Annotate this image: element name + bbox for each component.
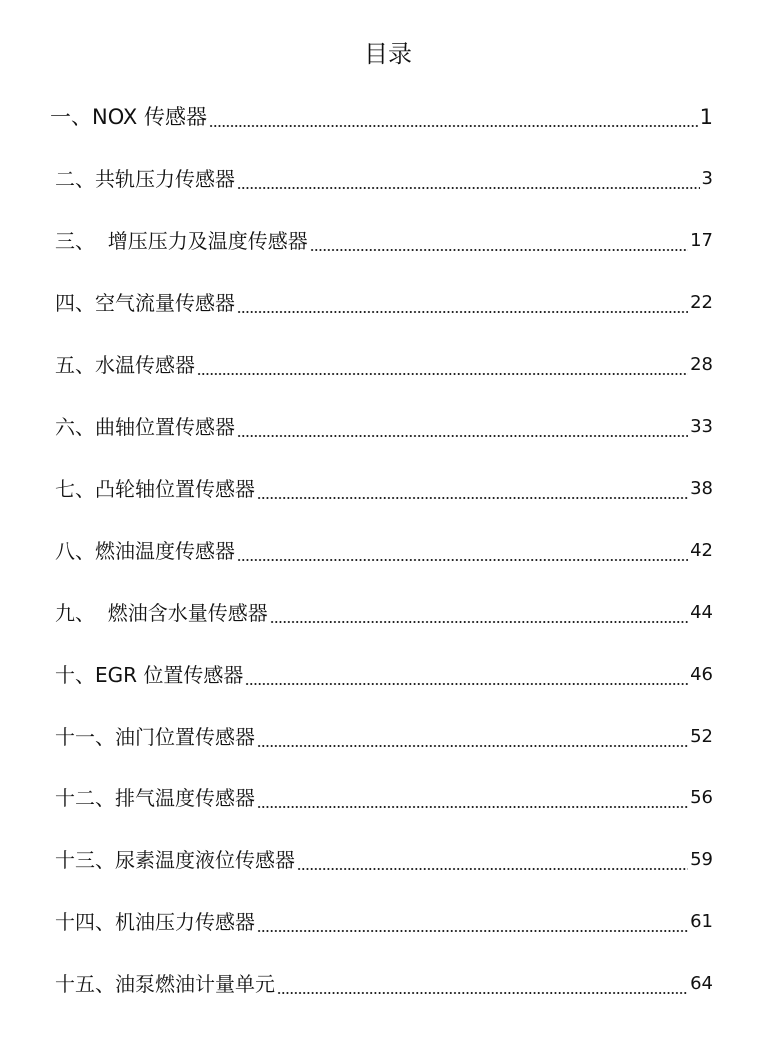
toc-entry-page: 3	[701, 168, 713, 189]
dot-leader	[245, 660, 688, 690]
toc-entry-page: 59	[690, 849, 713, 870]
toc-entry[interactable]	[55, 474, 713, 504]
toc-entry-page: 1	[699, 105, 713, 129]
toc-entry-label: 三、 增压压力及温度传感器	[55, 229, 308, 253]
toc-entry[interactable]	[55, 845, 713, 875]
toc-entry-page: 33	[690, 416, 713, 437]
toc-entry-page: 64	[690, 973, 713, 994]
dot-leader	[310, 226, 688, 256]
dot-leader	[257, 907, 688, 937]
toc-title: 目录	[364, 40, 412, 68]
toc-entry[interactable]	[55, 907, 713, 937]
toc-entry-label: 八、燃油温度传感器	[55, 539, 235, 563]
toc-entry-label: 十一、油门位置传感器	[55, 725, 255, 749]
toc-entry-page: 46	[690, 664, 713, 685]
toc-entry-page: 52	[690, 726, 713, 747]
toc-entry-page: 38	[690, 478, 713, 499]
toc-entry-label: 一、NOX 传感器	[50, 105, 207, 129]
toc-entry[interactable]	[55, 164, 713, 194]
dot-leader	[237, 164, 700, 194]
toc-entry[interactable]	[55, 969, 713, 999]
toc-entry-label: 九、 燃油含水量传感器	[55, 601, 268, 625]
toc-entry[interactable]	[55, 350, 713, 380]
dot-leader	[237, 412, 688, 442]
toc-entry[interactable]	[55, 288, 713, 318]
toc-entry-label: 二、共轨压力传感器	[55, 167, 235, 191]
dot-leader	[197, 350, 688, 380]
toc-entry-label: 十三、尿素温度液位传感器	[55, 848, 295, 872]
toc-entry-page: 56	[690, 787, 713, 808]
toc-entry[interactable]	[55, 783, 713, 813]
toc-entry-label: 六、曲轴位置传感器	[55, 415, 235, 439]
toc-entry[interactable]	[55, 412, 713, 442]
toc-entry-label: 十五、油泵燃油计量单元	[55, 972, 275, 996]
toc-entry-page: 17	[690, 230, 713, 251]
dot-leader	[237, 536, 688, 566]
dot-leader	[237, 288, 688, 318]
toc-entry-label: 四、空气流量传感器	[55, 291, 235, 315]
dot-leader	[209, 102, 698, 132]
toc-entry-label: 七、凸轮轴位置传感器	[55, 477, 255, 501]
toc-entry[interactable]	[55, 226, 713, 256]
dot-leader	[270, 598, 688, 628]
toc-entry[interactable]	[55, 536, 713, 566]
toc-entry-page: 22	[690, 292, 713, 313]
dot-leader	[257, 722, 688, 752]
toc-entry-page: 28	[690, 354, 713, 375]
toc-entry-page: 61	[690, 911, 713, 932]
toc-entry-label: 十二、排气温度传感器	[55, 786, 255, 810]
toc-entry[interactable]	[55, 722, 713, 752]
dot-leader	[257, 474, 688, 504]
toc-entry-label: 十、EGR 位置传感器	[55, 663, 244, 687]
toc-entry-label: 五、水温传感器	[55, 353, 195, 377]
toc-entry-label: 十四、机油压力传感器	[55, 910, 255, 934]
dot-leader	[297, 845, 688, 875]
toc-entry[interactable]	[55, 598, 713, 628]
toc-entry-page: 44	[690, 602, 713, 623]
dot-leader	[277, 969, 688, 999]
toc-entry[interactable]	[50, 102, 713, 132]
dot-leader	[257, 783, 688, 813]
toc-entry-page: 42	[690, 540, 713, 561]
toc-entry[interactable]	[55, 660, 713, 690]
